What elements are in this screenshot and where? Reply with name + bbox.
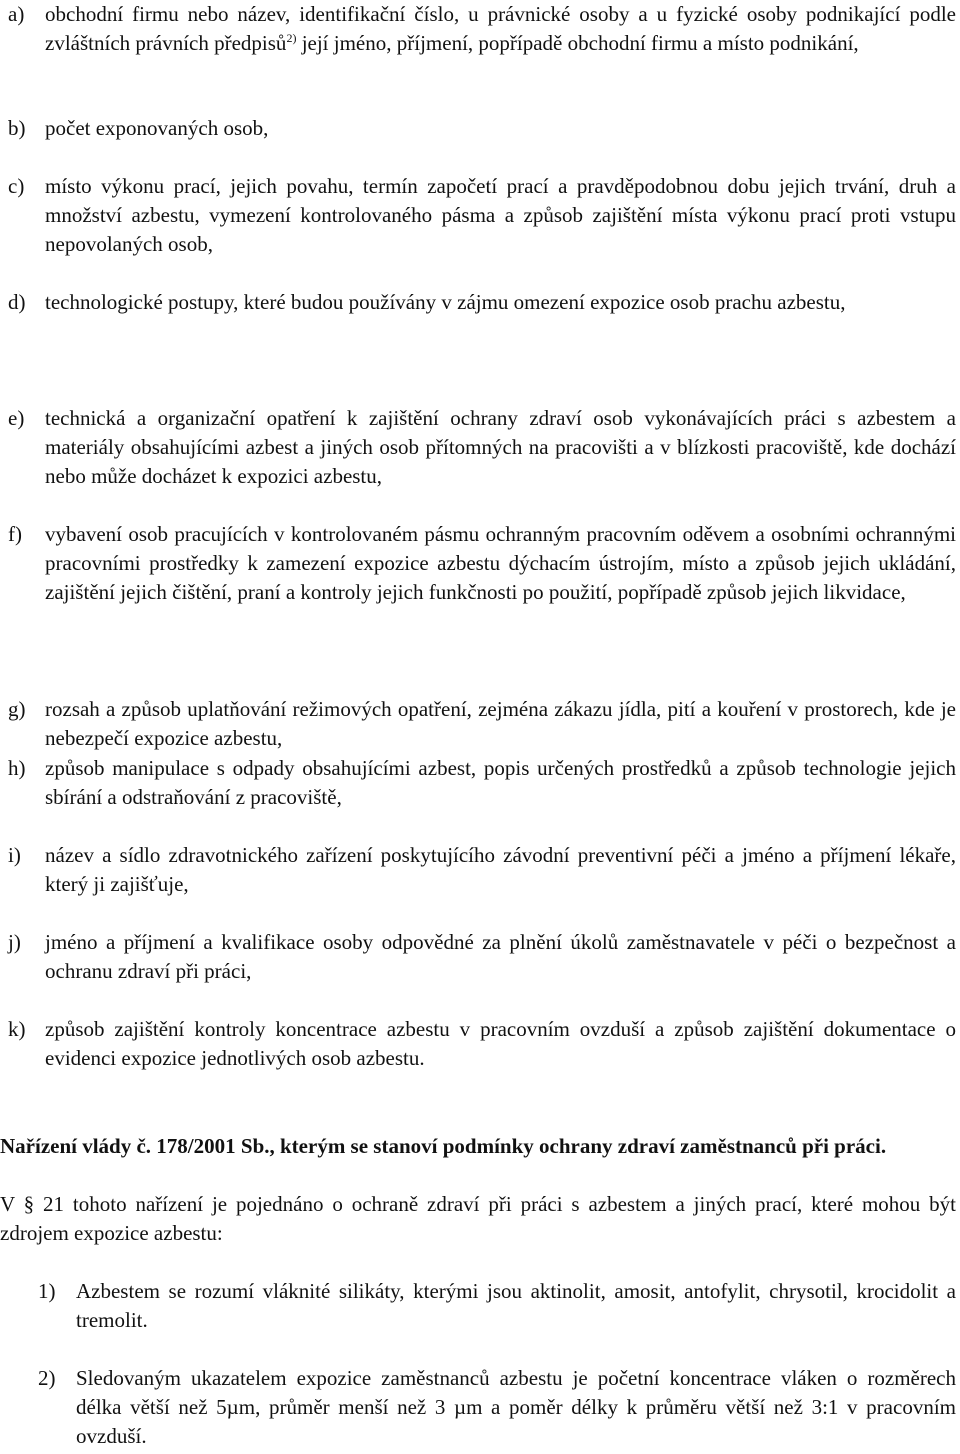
list-marker: d) — [8, 290, 26, 314]
list-marker: e) — [8, 406, 25, 430]
list-item-f — [8, 520, 956, 607]
list-item-text-part: obchodní firmu nebo název, identifikační číslo, u právnické osoby a u fyzické osoby podnikající podle zvláštních právních předpisů — [45, 2, 956, 55]
list-item-d — [8, 288, 956, 317]
list-marker: c) — [8, 174, 25, 198]
list-item-text: název a sídlo zdravotnického zařízení poskytujícího závodní preventivní péči a jméno a příjmení lékaře, který ji zajišťuje, — [45, 843, 956, 896]
list-item-k — [8, 1015, 956, 1073]
numbered-item-text: Sledovaným ukazatelem expozice zaměstnanců azbestu je početní koncentrace vláken o rozměrech délka větší než 5µm, průměr menší než 3 µm a poměr délky k průměru větší než 3:1 v pracovním ovzduší. — [76, 1366, 956, 1448]
list-item-text: technologické postupy, které budou používány v zájmu omezení expozice osob prachu azbestu, — [45, 290, 846, 314]
list-marker: b) — [8, 116, 26, 140]
list-item-text: počet exponovaných osob, — [45, 116, 269, 140]
list-marker: h) — [8, 756, 26, 780]
list-item-text: technická a organizační opatření k zajištění ochrany zdraví osob vykonávajících práci s azbestem a materiály obsahujícími azbest a jiných osob přítomných na pracovišti a v blízkosti pracoviště, kde dochází nebo může docházet k expozici azbestu, — [45, 406, 956, 488]
numbered-marker: 2) — [38, 1366, 56, 1390]
list-item-h — [8, 754, 956, 812]
list-marker: a) — [8, 2, 25, 26]
list-item-i — [8, 841, 956, 899]
list-item-text: vybavení osob pracujících v kontrolovaném pásmu ochranným pracovním oděvem a osobními ochrannými pracovními prostředky k zamezení expozice azbestu dýchacím ústrojím, místo a způsob jejich ukládání, zajištění jejich čištění, praní a kontroly jejich funkčnosti po použití, popřípadě způsob jejich likvidace, — [45, 522, 956, 604]
list-item-e — [8, 404, 956, 491]
numbered-marker: 1) — [38, 1279, 56, 1303]
intro-paragraph: V § 21 tohoto nařízení je pojednáno o ochraně zdraví při práci s azbestem a jiných prací, které mohou být zdrojem expozice azbestu: — [0, 1192, 956, 1245]
list-item-text: místo výkonu prací, jejich povahu, termín započetí prací a pravděpodobnou dobu jejich trvání, druh a množství azbestu, vymezení kontrolovaného pásma a způsob zajištění místa výkonu prací proti vstupu nepovolaných osob, — [45, 174, 956, 256]
numbered-item-1 — [38, 1277, 956, 1335]
list-marker: g) — [8, 697, 26, 721]
list-item-text: způsob manipulace s odpady obsahujícími azbest, popis určených prostředků a způsob technologie jejich sbírání a odstraňování z pracoviště, — [45, 756, 956, 809]
list-marker: i) — [8, 843, 21, 867]
list-item-j — [8, 928, 956, 986]
numbered-item-text: Azbestem se rozumí vláknité silikáty, kterými jsou aktinolit, amosit, antofylit, chrysotil, krocidolit a tremolit. — [76, 1279, 956, 1332]
list-item-b — [8, 114, 956, 143]
list-item-g — [8, 695, 956, 753]
list-item-text: jméno a příjmení a kvalifikace osoby odpovědné za plnění úkolů zaměstnavatele v péči o bezpečnost a ochranu zdraví při práci, — [45, 930, 956, 983]
list-item-text: způsob zajištění kontroly koncentrace azbestu v pracovním ovzduší a způsob zajištění dokumentace o evidenci expozice jednotlivých osob azbestu. — [45, 1017, 956, 1070]
list-marker: j) — [8, 930, 21, 954]
list-item-text-part: její jméno, příjmení, popřípadě obchodní firmu a místo podnikání, — [296, 31, 859, 55]
list-marker: k) — [8, 1017, 26, 1041]
list-item-a — [8, 0, 956, 58]
numbered-item-2 — [38, 1364, 956, 1451]
list-marker: f) — [8, 522, 22, 546]
regulation-heading: Nařízení vlády č. 178/2001 Sb., kterým se stanoví podmínky ochrany zdraví zaměstnanců při práci. — [0, 1134, 887, 1158]
list-item-text — [45, 0, 956, 58]
list-item-c — [8, 172, 956, 259]
list-item-text: rozsah a způsob uplatňování režimových opatření, zejména zákazu jídla, pití a kouření v prostorech, kde je nebezpečí expozice azbestu, — [45, 697, 956, 750]
footnote-reference: 2) — [286, 31, 297, 45]
